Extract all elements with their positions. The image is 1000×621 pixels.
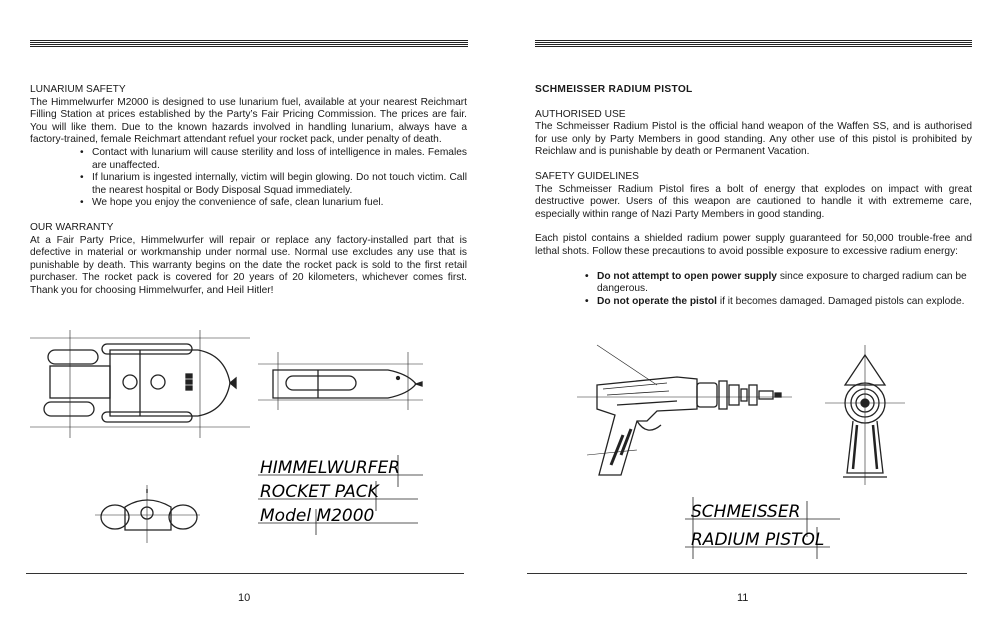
warranty-heading: OUR WARRANTY [30, 221, 114, 233]
pistol-front-view [825, 345, 905, 485]
left-page [0, 0, 495, 621]
list-item: • Do not operate the pistol if it becomes damaged. Damaged pistols can explode. [597, 296, 972, 309]
page-number: 11 [737, 592, 749, 604]
label-line-2: ROCKET PACK [260, 482, 379, 502]
authorised-heading: AUTHORISED USE [535, 108, 626, 120]
label-line-1: HIMMELWURFER [260, 458, 401, 478]
pistol-section [535, 84, 972, 308]
label-line-2: RADIUM PISTOL [691, 530, 825, 550]
rocket-pack-side-view [258, 352, 428, 412]
label-line-1: SCHMEISSER [691, 502, 801, 522]
list-item: • Contact with lunarium will cause sterility and loss of intelligence in males. Females are unaffected. [92, 147, 467, 172]
label-line-3: Model M2000 [260, 506, 375, 526]
pistol-bullets [535, 271, 972, 309]
safety-heading: SAFETY GUIDELINES [535, 170, 639, 182]
top-rule [535, 40, 972, 48]
pistol-label [685, 497, 845, 567]
right-page [505, 0, 1000, 621]
pistol-side-view [577, 345, 797, 485]
warranty-paragraph: At a Fair Party Price, Himmelwurfer will repair or replace any factory-installed part that is defective in material or workmanship under normal use. Normal use excludes any use that is punishable by death. This warranty begins on the date the rocket pack is sold to the first retail purchaser. The rocket pack is covered for 20 years of 20 kilometers, whichever comes first. Thank you for choosing Himmelwurfer, and Heil Hitler! [30, 234, 467, 296]
rocket-pack-top-view [30, 330, 270, 440]
supply-paragraph: Each pistol contains a shielded radium power supply guaranteed for 50,000 trouble-free and lethal shots. Follow these precautions to avoid possible exposure to excessive radium energy: [535, 233, 972, 257]
lunarium-bullets [30, 147, 467, 210]
authorised-paragraph: The Schmeisser Radium Pistol is the official hand weapon of the Waffen SS, and is authorised for use only by Party Members in good standing. Any other use of this pistol is prohibited by Reichlaw and is punishable by death or Permanent Vacation. [535, 121, 972, 158]
bottom-rule [527, 573, 967, 574]
lunarium-section [30, 84, 467, 298]
rocket-pack-front-view [95, 485, 205, 545]
safety-paragraph: The Schmeisser Radium Pistol fires a bolt of energy that explodes on impact with great destructive power. Users of this weapon are cautioned to handle it with extrememe care, especially within range of Nazi Party Members in good standing. [535, 183, 972, 220]
page-title: SCHMEISSER RADIUM PISTOL [535, 84, 693, 95]
list-item: • If lunarium is ingested internally, victim will begin glowing. Do not touch victim. Call the nearest hospital or Body Disposal Squad immediately. [92, 172, 467, 197]
list-item: • Do not attempt to open power supply since exposure to charged radium can be dangerous. [597, 271, 972, 296]
page-number: 10 [238, 592, 251, 604]
bottom-rule [26, 573, 464, 574]
list-item: • We hope you enjoy the convenience of safe, clean lunarium fuel. [92, 197, 467, 210]
lunarium-heading: LUNARIUM SAFETY [30, 84, 126, 95]
lunarium-paragraph: The Himmelwurfer M2000 is designed to use lunarium fuel, available at your nearest Reichmart Filling Station at prices established by the Party’s Fair Pricing Commission. The prices are fair. You will like them. Due to the known hazards involved in handling lunarium, always have a factory-trained, female Reichmart attendant refuel your rocket pack, under penalty of death. [30, 96, 467, 146]
rocket-pack-label [258, 455, 428, 545]
top-rule [30, 40, 468, 48]
